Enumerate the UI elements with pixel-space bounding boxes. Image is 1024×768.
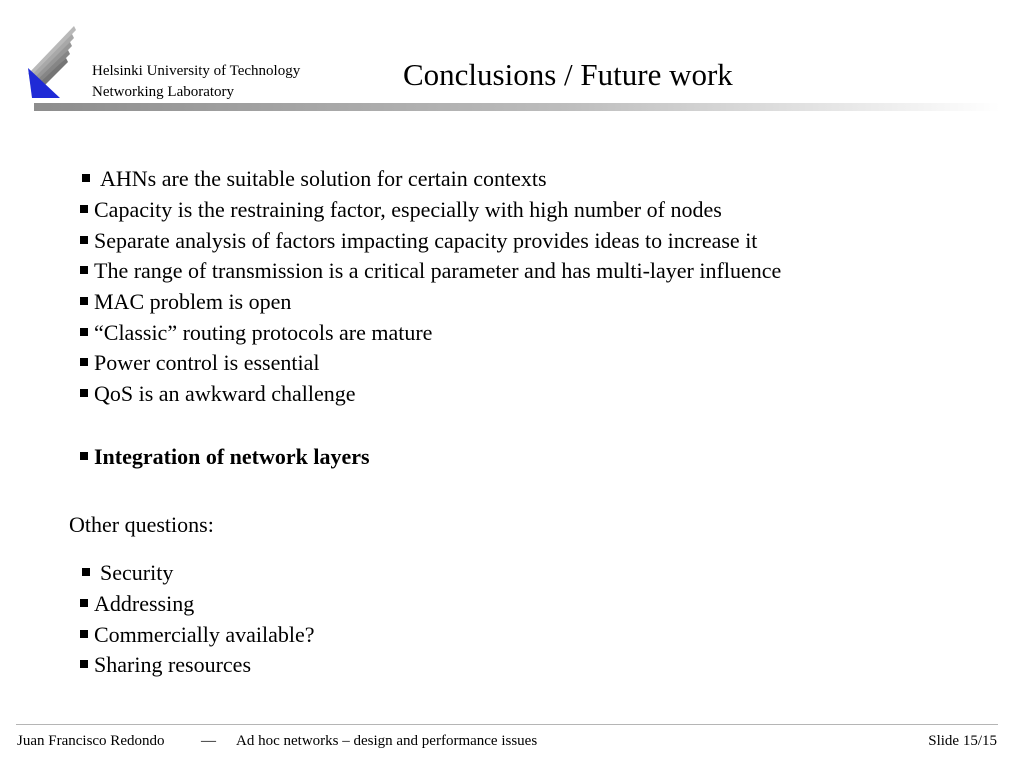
slide-number: Slide 15/15: [928, 733, 997, 749]
list-item: Commercially available?: [80, 622, 315, 648]
bullet-square-icon: [82, 174, 90, 182]
list-item: “Classic” routing protocols are mature: [80, 320, 432, 346]
bullet-square-icon: [80, 630, 88, 638]
org-line-1: Helsinki University of Technology: [92, 63, 301, 79]
list-item: Security: [82, 560, 173, 586]
slide-title: Conclusions / Future work: [403, 57, 733, 92]
list-item: Sharing resources: [80, 652, 251, 678]
footer-course-title: Ad hoc networks – design and performance issues: [236, 733, 538, 749]
list-item: Separate analysis of factors impacting capacity provides ideas to increase it: [80, 228, 757, 254]
list-item: AHNs are the suitable solution for certain contexts: [82, 166, 547, 192]
footer-separator: —: [201, 733, 216, 749]
bullet-square-icon: [80, 358, 88, 366]
list-item: Capacity is the restraining factor, especially with high number of nodes: [80, 197, 722, 223]
footer-author: Juan Francisco Redondo: [17, 733, 165, 749]
list-item: The range of transmission is a critical parameter and has multi-layer influence: [80, 258, 781, 284]
header-divider: [34, 103, 1000, 111]
bullet-square-icon: [80, 599, 88, 607]
list-item: QoS is an awkward challenge: [80, 381, 355, 407]
bullet-square-icon: [80, 266, 88, 274]
bullet-square-icon: [80, 660, 88, 668]
list-item: Power control is essential: [80, 350, 319, 376]
bullet-square-icon: [80, 452, 88, 460]
footer-divider: [16, 724, 998, 725]
org-line-2: Networking Laboratory: [92, 84, 235, 100]
bullet-square-icon: [80, 328, 88, 336]
bullet-square-icon: [80, 205, 88, 213]
highlight-item: Integration of network layers: [80, 444, 370, 470]
list-item: Addressing: [80, 591, 194, 617]
university-logo-icon: [26, 24, 80, 100]
organization-name: [92, 61, 300, 103]
bullet-square-icon: [80, 389, 88, 397]
bullet-square-icon: [80, 236, 88, 244]
bullet-square-icon: [80, 297, 88, 305]
other-questions-heading: Other questions:: [69, 512, 214, 537]
bullet-square-icon: [82, 568, 90, 576]
list-item: MAC problem is open: [80, 289, 291, 315]
